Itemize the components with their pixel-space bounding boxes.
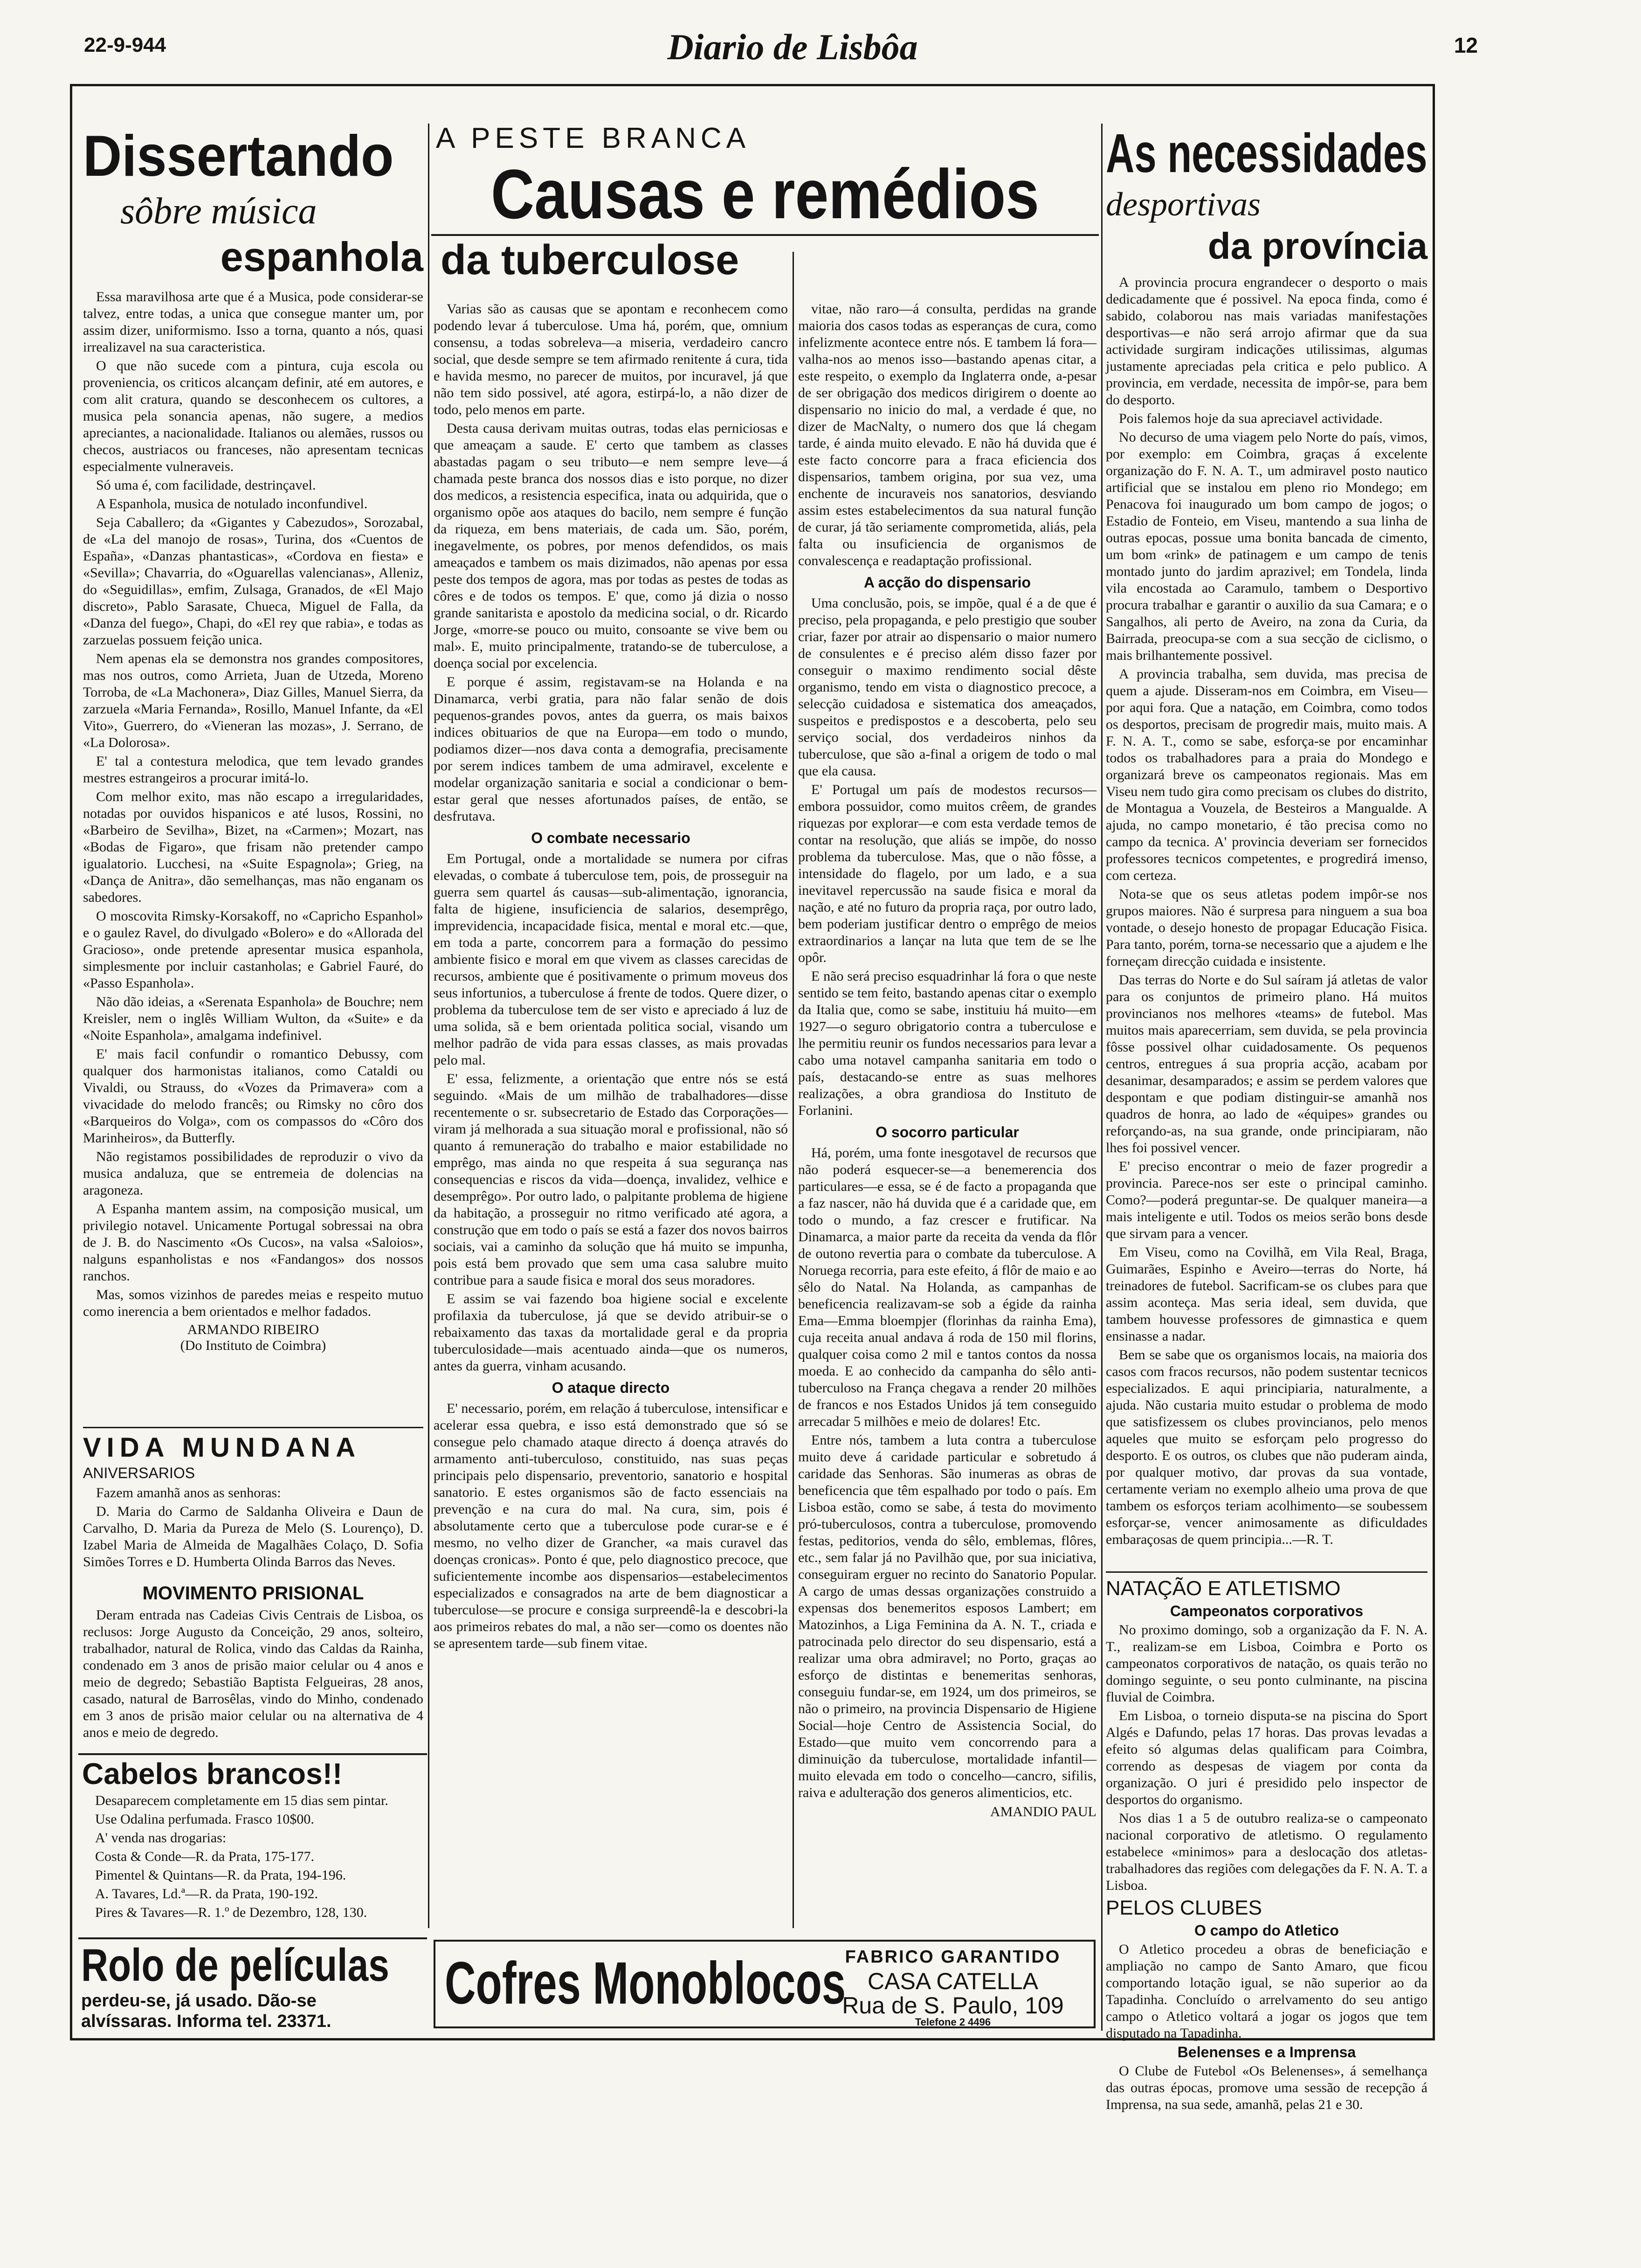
paragraph: Com melhor exito, mas não escapo a irregularidades, notadas por ouvidos hispanicos e até lusos, Rossini, no «Barbeiro de Sevilha», Bizet, na «Carmen»; Mozart, nas «Bodas de Figaro», que frisam não pretender campo igualatorio. Lucchesi, na «Suite Espagnola»; Grieg, na «Dança de Anitra», dão semelhanças, mas não enganam os sabedores. [83,789,423,905]
paragraph: O que não sucede com a pintura, cuja escola ou proveniencia, os criticos alcançam definir, até em autores, e com alit cratura, quando se desconhecem os cultores, a musica pela sonancia apenas, não sugere, a medios apreciantes, a nacionalidade. Italianos ou alemães, russos ou checos, austriacos ou franceses, não apresentam tecnicas especialmente vulneraveis. [83,358,423,474]
rolo-line1: perdeu-se, já usado. Dão-se [81,1991,317,2011]
subheading-combate: O combate necessario [531,830,690,846]
paragraph: E não será preciso esquadrinhar lá fora o que neste sentido se tem feito, bastando apenas citar o exemplo da Italia que, como se sabe, instituiu há muito—em 1927—o seguro obrigatorio contra a tuberculose e lhe permitiu reunir os fundos necessarios para levar a cabo uma notavel campanha sanitaria em todo o país, destacando-se entre as suas melhores realizações, a obra grandiosa do Instituto de Forlanini. [798,968,1096,1118]
movimento-prisional [83,1583,423,1743]
clubes-subheading-2: Belenenses e a Imprensa [1177,2044,1356,2061]
cofres-brand: Cofres Monoblocos [445,1950,846,2017]
paragraph: E assim se vai fazendo boa higiene social e excelente profilaxia da tuberculose, já que se devido atribuir-se o rebaixamento das taxas da mortalidade geral e da propria tuberculosidade—mais acentuado ainda—que os numeros, antes da guerra, vinham acusando. [434,1291,788,1374]
natacao-section [1106,1571,1427,2115]
paragraph: Não registamos possibilidades de reproduzir o vivo da musica andaluza, que se entremeia de dolencias na aragoneza. [83,1149,423,1198]
cofres-line1: FABRICO GARANTIDO [845,1947,1061,1967]
paragraph: Deram entrada nas Cadeias Civis Centrais de Lisboa, os reclusos: Jorge Augusto da Conceição, 29 anos, solteiro, trabalhador, natural de Rolica, vindo das Caldas da Rainha, condenado em 3 anos de prisão maior celular ou 4 anos e meio de degredo; Sebastião Baptista Felgueiras, 28 anos, casado, natural de Barrosêlas, vindo do Minho, condenado em 3 anos de prisão maior celular ou na alternativa de 4 anos e meio de degredo. [83,1607,423,1740]
paragraph: E' tal a contestura melodica, que tem levado grandes mestres estrangeiros a procurar imitá-lo. [83,754,423,786]
paragraph: E' necessario, porém, em relação á tuberculose, intensificar e acelerar essa quebra, e isso está demonstrado que só se consegue pelo chamado ataque directo á doença através do armamento anti-tuberculoso, constituido, nas suas peças principais pelo dispensario, preventorio, sanatorio e hospital sanatorio. E estes organismos são de facto essenciais na prevenção e na cura do mal. Na cura, sim, pois é absolutamente certo que a tuberculose pode curar-se e é mesmo, no velho dizer de Grancher, «a mais curavel das doenças cronicas». Ponto é que, pelo diagnostico precoce, que suficientemente incombe aos dispensarios—estabelecimentos especializados e consagrados na arte de bem diagnosticar a tuberculose—se procure e consiga surpreendê-la e descobri-la aos primeiros rebates do mal, a não ser—como os doentes não se apresentem tarde—sub finem vitae. [434,1401,788,1651]
vida-mundana-body [83,1485,423,1570]
paragraph: Mas, somos vizinhos de paredes meias e respeito mutuo como inerencia a bem orientados e melhor fadados. [83,1287,423,1319]
music-body [83,289,423,1320]
desporto-subheadline: desportivas [1106,186,1261,223]
paragraph: Essa maravilhosa arte que é a Musica, pode considerar-se talvez, entre todas, a unica que consegue manter um, por assim dizer, uniformismo. Isso a torna, quanto a nós, quasi irrealizavel na sua caracteristica. [83,289,423,355]
clubes-title: PELOS CLUBES [1106,1896,1262,1919]
paragraph: Nota-se que os seus atletas podem impôr-se nos grupos maiores. Não é surpresa para ninguem a sua boa vontade, o desejo honesto de propagar Educação Fisica. Para tanto, porém, torna-se necessario que a ajudem e lhe forneçam direcção cuidada e insistente. [1106,886,1427,969]
anniversaries-label: ANIVERSARIOS [83,1465,195,1481]
desporto-body [1106,274,1427,1548]
section-divider [1106,1571,1427,1573]
vida-mundana [83,1427,423,1572]
clubes-body [1106,1941,1427,2042]
paragraph: Desta causa derivam muitas outras, todas elas perniciosas e que ameaçam a saude. E' certo que tambem as classes abastadas pagam o seu tributo—e nem sempre leve—á chamada peste branca dos nossos dias e isto porque, no dizer dos medicos, a resistencia especifica, inata ou adquirida, que o organismo opõe aos ataques do bacilo, nem sempre é função da riqueza, em bens materiais, de cada um. São, porém, inegavelmente, os pobres, por menos defendidos, os mais ameaçados e tambem os mais dizimados, não apenas por essa peste dos tempos de agora, mas por todas as pestes de todas as côres e de todos os tempos. E' que, como já dizia o nosso grande sanitarista e apostolo da medicina social, o dr. Ricardo Jorge, «morre-se pouco ou muito, consoante se vive bem ou mal». E, muito principalmente, tratando-se de tuberculose, a doença social por excelencia. [434,421,788,671]
paragraph: No proximo domingo, sob a organização da F. N. A. T., realizam-se em Lisboa, Coimbra e Porto os campeonatos corporativos de natação, os quais terão no domingo seguinte, o seu ponto culminante, na piscina fluvial de Coimbra. [1106,1622,1427,1705]
issue-date: 22-9-944 [84,34,166,56]
subheading-socorro: O socorro particular [876,1124,1019,1141]
section-divider [83,1427,423,1428]
tuberculose-column-2 [798,301,1096,1820]
natacao-body [1106,1622,1427,1894]
paragraph: Nem apenas ela se demonstra nos grandes compositores, mas nos outros, como Arrieta, Juan de Utzeda, Moreno Torroba, de «La Machonera», Diaz Gilles, Manuel Sierra, da zarzuela «Maria Fernanda», Rosillo, Manuel Infante, da «El Vito», Guerrero, do «Vieneran las mozas», J. Serrano, de «La Dolorosa». [83,651,423,750]
paragraph: Há, porém, uma fonte inesgotavel de recursos que não poderá esquecer-se—a benemerencia dos particulares—e essa, se é de facto a propaganda que a faz nascer, não há duvida que é a caridade que, em todo o mundo, a faz crescer e frutificar. Na Dinamarca, a maior parte da receita da venda da flôr de outono revertia para o combate da tuberculose. A Noruega recorria, para este efeito, á flôr de maio e ao sêlo do Natal. Na Holanda, as campanhas de beneficencia realizavam-se sob a égide da rainha Ema—Emma bloempjer (florinhas da rainha Ema), cuja receita anual andava á roda de 150 mil florins, qualquer coisa como 2 mil e tantos contos da nossa moeda. E ao conhecido da campanha do sêlo anti-tuberculoso na França chegava a render 20 milhões de francos e nos Estados Unidos já tem conseguido arrecadar 5 milhões e meio de dolares! Etc. [798,1145,1096,1429]
paragraph: Não dão ideias, a «Serenata Espanhola» de Bouchre; nem Kreisler, nem o inglês William Wulton, da «Suite» e da «Noite Espanhola», amalgama indefinivel. [83,994,423,1043]
masthead [70,29,1478,71]
paragraph: Use Odalina perfumada. Frasco 10$00. [95,1812,314,1827]
music-subheadline: sôbre música [120,191,317,232]
paragraph: A Espanha mantem assim, na composição musical, um privilegio notavel. Unicamente Portugal sobressai na obra de J. B. do Nascimento «Os Cucos», na valsa «Saloios», nalguns espanholistas e nos «Fandangos» dos nossos ranchos. [83,1201,423,1284]
paragraph: A Espanhola, musica de notulado inconfundivel. [96,496,368,512]
paragraph: Nos dias 1 a 5 de outubro realiza-se o campeonato nacional corporativo de atletismo. O regulamento estabelece «minimos» para a deslocação dos atletas-trabalhadores das regiões com delegações da F. N. A. T. a Lisboa. [1106,1811,1427,1893]
music-author-affiliation: (Do Instituto de Coimbra) [180,1338,326,1353]
paragraph: Costa & Conde—R. da Prata, 175-177. [95,1849,314,1864]
natacao-title: NATAÇÃO E ATLETISMO [1106,1577,1341,1600]
clubes-subheading-1: O campo do Atletico [1194,1922,1339,1939]
paragraph: A provincia procura engrandecer o desporto o mais dedicadamente que é possivel. Na epoca finda, como é sabido, colaborou nas mais variadas manifestações desportivas—e não será arrojo afirmar que da sua actividade surgiram indicações utilissimas, algumas justamente apreciadas pela critica e pelo publico. A provincia, em verdade, necessita de impôr-se, para bem do desporto. [1106,275,1427,408]
music-article [83,124,423,1354]
column-body [434,1400,788,1652]
vida-mundana-title: VIDA MUNDANA [83,1432,361,1463]
cabelos-ad [78,1753,427,1923]
column-rule-right [1101,124,1103,2031]
clubes-body [1106,2063,1427,2113]
rolo-ad [78,1937,427,2033]
paragraph: O moscovita Rimsky-Korsakoff, no «Capricho Espanhol» e o gaulez Ravel, do divulgado «Bolero» e do «Allorada del Gracioso», onde pretende apresentar musica espanhola, simplesmente por incluir castanholas; e Gabriel Fauré, do «Passo Espanhola». [83,908,423,991]
tuberculose-kicker: A PESTE BRANCA [436,122,751,154]
newspaper-title: Diario de Lisbôa [667,27,918,67]
headline-rule [431,234,1099,236]
cofres-line2: CASA CATELLA [868,1968,1038,1994]
paragraph: E' preciso encontrar o meio de fazer progredir a provincia. Parece-nos ser este o principal caminho. Como?—poderá preguntar-se. De qualquer maneira—a mais inteligente e util. Todos os meios serão bons desde que sirvam para a vencer. [1106,1159,1427,1241]
paragraph: A provincia trabalha, sem duvida, mas precisa de quem a ajude. Disseram-nos em Coimbra, em Viseu—por aqui fora. Que a natação, em Coimbra, como todos os desportos, precisam de progredir mais, muito mais. A F. N. A. T., como se sabe, esforça-se por encaminhar todos os trabalhadores para a praia do Mondego e organizará breve os campeonatos regionais. Mas em Viseu nem tudo gira como precisam os clubes do distrito, de Montagua a Vouzela, de Besteiros a Mangualde. A ajuda, no campo monetario, é tão precisa como no campo da tecnica. A' provincia deveriam ser fornecidos professores tecnicos competentes, e progredirá imenso, com certeza. [1106,666,1427,883]
paragraph: vitae, não raro—á consulta, perdidas na grande maioria dos casos todas as esperanças de cura, como infelizmente acontece entre nós. E tambem lá fora—valha-nos ao menos isso—bastando apenas citar, a este respeito, o exemplo da Inglaterra onde, a-pesar de ser obrigação dos medicos dirigirem o doente ao dispensario no inicio do mal, a verdade é que, no dizer de MacNalty, o numero dos que lá chegam tarde, é ainda muito elevado. E não há duvida que é este facto concorre para a fraca eficiencia dos dispensarios, tambem origina, por sua vez, uma enchente de incuraveis nos sanatorios, desviando assim estes estabelecimentos da sua natural função de curar, já tão seriamente comprometida, aliás, pela falta ou insuficiencia de organismos de convalescença e readaptação profissional. [798,301,1096,568]
paragraph: Em Portugal, onde a mortalidade se numera por cifras elevadas, o combate á tuberculose tem, pois, de prosseguir na guerra sem quartel ás causas—sub-alimentação, ignorancia, falta de higiene, insuficiencia de salarios, desemprêgo, imprevidencia, incapacidade fisica, mental e moral etc.—que, em toda a parte, concorrem para a formação do pessimo ambiente fisico e moral em que vivem as classes carecidas de recursos, ambiente que é positivamente o primum moveus dos seus infortunios, a tuberculose á frente de todos. Quere dizer, o problema da tuberculose tem de ser visto e apreciado á luz de uma solida, sã e bem orientada politica social, visando um melhor padrão de vida para essas classes, as mais provadas pelo mal. [434,851,788,1068]
paragraph: A' venda nas drogarias: [95,1830,227,1846]
paragraph: Em Lisboa, o torneio disputa-se na piscina do Sport Algés e Dafundo, pelas 17 horas. Das provas levadas a efeito só algumas delas qualificam para Coimbra, correndo as despesas de viagem por conta da organização. O juri é presidido pelo inspector de desportos do organismo. [1106,1708,1427,1807]
paragraph: Entre nós, tambem a luta contra a tuberculose muito deve á caridade particular e sobretudo á caridade das Senhoras. São inumeras as obras de beneficencia que têm espalhado por todo o país. Em Lisboa estão, como se sabe, á testa do movimento pró-tuberculosos, contra a tuberculose, promovendo festas, peditorios, venda do sêlo, emblemas, flôres, etc., sem falar já no Pavilhão que, por sua iniciativa, conseguiram erguer no recinto do Sanatorio Popular. A cargo de umas dessas organizações construido a expensas dos benemeritos esposos Lambert; em Matozinhos, a Liga Feminina da A. N. T., criada e patrocinada pelo director do seu dispensario, está a realizar uma obra admiravel; no Porto, graças ao esforço de distintas e benemeritas senhoras, conseguiu fundar-se, em 1924, um dos primeiros, se não o primeiro, na provincia Dispensario de Higiene Social—hoje Centro de Assistencia Social, do Estado—que muito vem concorrendo para a diminuição da tuberculose, mortalidade infantil—muito elevada em todo o concelho—cancro, sifilis, raiva e adulteração dos generos alimenticios, etc. [798,1432,1096,1800]
music-author: ARMANDO RIBEIRO [187,1322,319,1337]
rolo-title: Rolo de películas [81,1939,389,1991]
column-rule-center [793,252,794,1928]
cofres-ad [434,1940,1096,2028]
music-headline: Dissertando [83,124,394,188]
paragraph: E porque é assim, registavam-se na Holanda e na Dinamarca, verbi gratia, para não falar senão de dois pequenos-grandes povos, antes da guerra, os mais baixos indices obituarios de que na Europa—em todo o mundo, podiamos dizer—nos dava conta a demografia, precisamente por serem indices tambem de uma admiravel, excelente e modelar organização sanitaria e social a condicionar o bem-estar geral que nesses afortunados países, de então, se desfrutava. [434,674,788,824]
paragraph: Fazem amanhã anos as senhoras: [96,1485,281,1500]
tuberculose-subheadline: da tuberculose [441,237,739,284]
paragraph: Seja Caballero; da «Gigantes y Cabezudos», Sorozabal, de «La del manojo de rosas», Turina, dos «Cuentos de España», «Danzas phantasticas», «Cordova en fiesta» e «Sevilla»; Chavarria, do «Oguarellas valencianas», Alleniz, do «Seguidillas», emfim, Zulsaga, Granados, de «El Majo discreto», Pablo Sarasate, Chueca, Miguel de Falla, da «Danza del fuego», Chapi, do «El rey que rabia», e todas as zarzuelas possuem feição unica. [83,515,423,648]
paragraph: Das terras do Norte e do Sul saíram já atletas de valor para os conjuntos de primeiro plano. Há muitos provincianos nos melhores «teams» de futebol. Mas muitos mais aparecerriam, sem duvida, se pela provincia fôsse possivel olhar cuidadosamente. Os pequenos centros, entregues á sua propria acção, acabam por desanimar, desamparados; e assim se perdem valores que despontam e que podiam distinguir-se amanhã nos quadros de honra, ao lado de «équipes» grandes ou reforçando-as, na sua grande, onde principiaram, não lhes foi possivel vencer. [1106,972,1427,1155]
paragraph: E' Portugal um país de modestos recursos—embora possuidor, como muitos crêem, de grandes riquezas por explorar—e com esta verdade temos de contar na resolução, que aliás se impõe, do nosso problema da tuberculose. Mas, que o não fôsse, a intensidade do flagelo, por um lado, e a sua inevitavel repercussão na saude fisica e moral da nação, e até no futuro da propria raça, por outro lado, bem poderiam justificar dentro o emprêgo de meios extraordinarios a lançar na luta que tem de se lhe opôr. [798,782,1096,965]
tuberculose-column-1 [434,301,788,1654]
column-rule-left [428,124,429,1928]
column-body [798,1145,1096,1801]
paragraph: Desaparecem completamente em 15 dias sem pintar. [95,1793,388,1808]
natacao-subheading: Campeonatos corporativos [1170,1603,1364,1619]
subheading-ataque: O ataque directo [552,1379,670,1396]
column-body [798,595,1096,1119]
paragraph: E' mais facil confundir o romantico Debussy, com qualquer dos harmonistas italianos, como Cataldi ou Vivaldi, ou Strauss, do «Vozes da Primavera» com a vivacidade do melodo francês; ou Rimsky no côro dos «Barqueiros do Volga», com os compassos do «Côro dos Marinheiros», da Butterfly. [83,1046,423,1146]
prisional-body [83,1607,423,1741]
rolo-line2: alvíssaras. Informa tel. 23371. [81,2012,331,2031]
prisional-title: MOVIMENTO PRISIONAL [142,1583,364,1604]
music-subheadline-2: espanhola [220,234,423,280]
tuberculose-header [431,122,1099,283]
paragraph: Pires & Tavares—R. 1.º de Dezembro, 128, 130. [95,1905,367,1920]
cabelos-body [82,1792,427,1921]
cabelos-title: Cabelos brancos!! [82,1757,343,1791]
column-body [798,301,1096,569]
cofres-line4: Telefone 2 4496 [915,2016,991,2028]
desporto-headline: As necessidades [1106,123,1427,184]
paragraph: Bem se sabe que os organismos locais, na maioria dos casos com fracos recursos, não podem sustentar tecnicos especializados. E aqui principiaria, naturalmente, a ajuda. Não custaria muito estudar o problema de modo que satisfizessem os clubes provincianos, pelo menos aqueles que muito se esforçam pelo progresso do desporto. E os outros, os clubes que não puderam ainda, por qualquer motivo, dar provas da sua vontade, certamente veriam no exemplo alheio uma prova de que tambem os esforços teriam acolhimento—se soubessem esforçar-se, vencer animosamente as dificuldades embaraçosas de quem principia...—R. T. [1106,1347,1427,1547]
page-number: 12 [1454,33,1478,57]
paragraph: Só uma é, com facilidade, destrinçavel. [96,477,316,493]
desporto-article [1106,122,1427,1550]
cofres-line3: Rua de S. Paulo, 109 [842,1992,1064,2019]
paragraph: Varias são as causas que se apontam e reconhecem como podendo levar á tuberculose. Uma há, porém, que, omnium consensu, a todas sobreleva—a miseria, verdadeiro cancro social, que desde sempre se tem afirmado renitente á cura, tida e havida mesmo, no parecer de muitos, por incuravel, já que não tem sido possivel, até agora, estirpá-lo, a não dizer de todo, pelo menos em parte. [434,301,788,417]
paragraph: O Atletico procedeu a obras de beneficiação e ampliação no campo de Santo Amaro, que ficou comportando lotação igual, se não superior ao da Tapadinha. Concluído o arrelvamento do seu antigo campo o Atletico voltará a jogar os jogos que tem disputado na Tapadinha. [1106,1942,1427,2041]
paragraph: No decurso de uma viagem pelo Norte do país, vimos, por exemplo: em Coimbra, graças á excelente organização do F. N. A. T., um admiravel posto nautico artificial que se instalou em pleno rio Mondego; em Penacova foi inaugurado um bom campo de jogos; o Estadio de Fonteio, em Viseu, mantendo a sua linha de outras epocas, possue uma bonita bancada de cimento, um bom «rink» de patinagem e um campo de tenis montado junto do jardim aprazivel; em Tondela, linda vila encostada ao Caramulo, tambem o Desportivo procura trabalhar e garantir o auxilio da sua Camara; e o Sangalhos, ali perto de Aveiro, na zona da Curia, da Bairrada, preocupa-se com a sua secção de ciclismo, o mais brilhantemente possivel. [1106,429,1427,663]
paragraph: D. Maria do Carmo de Saldanha Oliveira e Daun de Carvalho, D. Maria da Pureza de Melo (S. Lourenço), D. Izabel Maria de Almeida de Magalhães Colaço, D. Sofia Simões Torres e D. Humberta Olinda Barros das Neves. [83,1504,423,1570]
paragraph: O Clube de Futebol «Os Belenenses», á semelhança das outras épocas, promove uma sessão de recepção á Imprensa, na sua sede, amanhã, pelas 21 e 30. [1106,2063,1427,2112]
paragraph: A. Tavares, Ld.ª—R. da Prata, 190-192. [95,1886,318,1902]
paragraph: Em Viseu, como na Covilhã, em Vila Real, Braga, Guimarães, Espinho e Aveiro—terras do Norte, há treinadores de futebol. Sacrificam-se os clubes para que assim aconteça. Mas seria ideal, sem duvida, que tambem houvesse professores de gimnastica e quem ensinasse a nadar. [1106,1245,1427,1344]
column-body [434,301,788,825]
subheading-dispensario: A acção do dispensario [863,574,1031,591]
paragraph: Pimentel & Quintans—R. da Prata, 194-196. [95,1867,346,1883]
paragraph: E' essa, felizmente, a orientação que entre nós se está seguindo. «Mais de um milhão de trabalhadores—disse recentemente o sr. subsecretario de Estado das Corporações—viram já melhorada a sua situação moral e profissional, não só quanto á remuneração do trabalho e maior estabilidade no emprêgo, mas ainda no que respeita á sua segurança nas consequencias e riscos da vida—doença, invalidez, velhice e desemprêgo». Por outro lado, o palpitante problema de higiene da habitação, a prosseguir no ritmo verificado até agora, a construção que em todo o país se está a fazer dos novos bairros sociais, vai a caminho da solução que há muito se impunha, pois está bem provado que sem uma casa salubre muito contribue para a saude fisica e moral dos seus moradores. [434,1071,788,1288]
tuberculose-author: AMANDIO PAUL [990,1804,1096,1819]
desporto-subheadline-2: da província [1207,225,1427,267]
paragraph: Uma conclusão, pois, se impõe, qual é a de que é preciso, pela propaganda, e pelo prestigio que souber criar, fazer por atrair ao dispensario o maior numero de consulentes e é preciso além disso fazer por conseguir o maximo rendimento social dêste organismo, tendo em vista o diagnostico precoce, a selecção cuidadosa e sistematica dos ameaçados, suspeitos e predispostos e a descoberta, pelo seu serviço social, dos verdadeiros ninhos da tuberculose, que são a-final a origem de todo o mal que ela causa. [798,595,1096,779]
tuberculose-headline: Causas e remédios [491,155,1039,233]
column-body [434,850,788,1375]
paragraph: Pois falemos hoje da sua apreciavel actividade. [1119,411,1383,426]
